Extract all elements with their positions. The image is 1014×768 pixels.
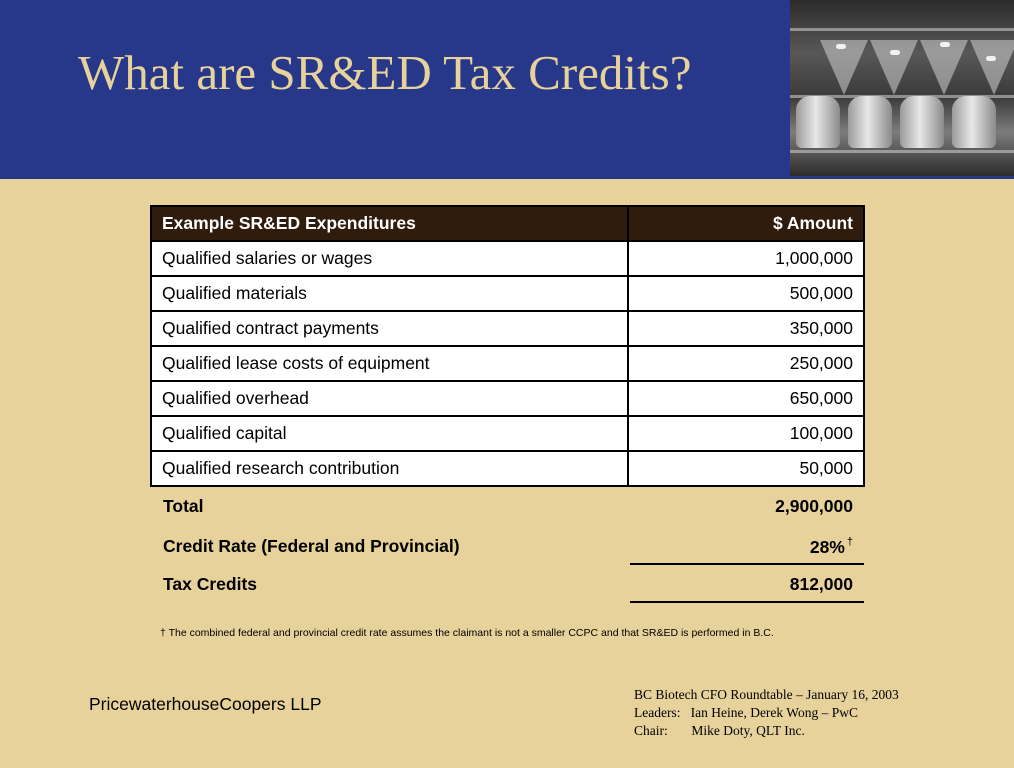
photo-hopper (870, 40, 918, 95)
header-amount: $ Amount (628, 206, 864, 241)
credit-rate-value: 28% (809, 537, 845, 557)
event-info (634, 686, 899, 740)
row-item: Qualified overhead (151, 381, 628, 416)
row-item: Qualified materials (151, 276, 628, 311)
photo-pill (986, 56, 996, 61)
row-item: Qualified research contribution (151, 451, 628, 486)
credit-rate-label: Credit Rate (Federal and Provincial) (163, 536, 460, 556)
photo-bottle (952, 96, 996, 148)
row-item: Qualified salaries or wages (151, 241, 628, 276)
tax-credits-value: 812,000 (789, 574, 853, 594)
photo-pill (836, 44, 846, 49)
row-amount: 350,000 (628, 311, 864, 346)
header-photo (790, 0, 1014, 176)
row-item: Qualified contract payments (151, 311, 628, 346)
table-row (151, 311, 864, 346)
event-line: BC Biotech CFO Roundtable – January 16, 2003 (634, 687, 899, 702)
table-row (151, 451, 864, 486)
credit-rate-value-group (810, 536, 853, 558)
table-header-row (151, 206, 864, 241)
divider-line (630, 563, 864, 565)
event-chair: Chair: Mike Doty, QLT Inc. (634, 723, 805, 738)
photo-rail (790, 150, 1014, 153)
table-row (151, 276, 864, 311)
dagger-mark: † (846, 536, 853, 548)
photo-bottle (796, 96, 840, 148)
table-row (151, 416, 864, 451)
footnote: † The combined federal and provincial credit rate assumes the claimant is not a smaller CCPC and that SR&ED is performed in B.C. (160, 627, 774, 639)
total-value: 2,900,000 (775, 496, 853, 516)
row-item: Qualified capital (151, 416, 628, 451)
photo-hopper (920, 40, 968, 95)
photo-pill (940, 42, 950, 47)
photo-rail (790, 28, 1014, 31)
event-leaders: Leaders: Ian Heine, Derek Wong – PwC (634, 705, 858, 720)
row-amount: 250,000 (628, 346, 864, 381)
photo-pill (890, 50, 900, 55)
row-item: Qualified lease costs of equipment (151, 346, 628, 381)
table-row (151, 241, 864, 276)
photo-hopper (970, 40, 1014, 95)
row-amount: 1,000,000 (628, 241, 864, 276)
table-row (151, 381, 864, 416)
slide-title: What are SR&ED Tax Credits? (78, 45, 692, 100)
total-label: Total (163, 496, 204, 516)
table-row (151, 346, 864, 381)
row-amount: 50,000 (628, 451, 864, 486)
row-amount: 500,000 (628, 276, 864, 311)
tax-credits-label: Tax Credits (163, 574, 258, 594)
firm-name: PricewaterhouseCoopers LLP (89, 694, 322, 714)
expenditures-table (150, 205, 865, 487)
row-amount: 100,000 (628, 416, 864, 451)
divider-line (630, 601, 864, 603)
row-amount: 650,000 (628, 381, 864, 416)
photo-bottle (900, 96, 944, 148)
photo-bottle (848, 96, 892, 148)
header-item: Example SR&ED Expenditures (151, 206, 628, 241)
